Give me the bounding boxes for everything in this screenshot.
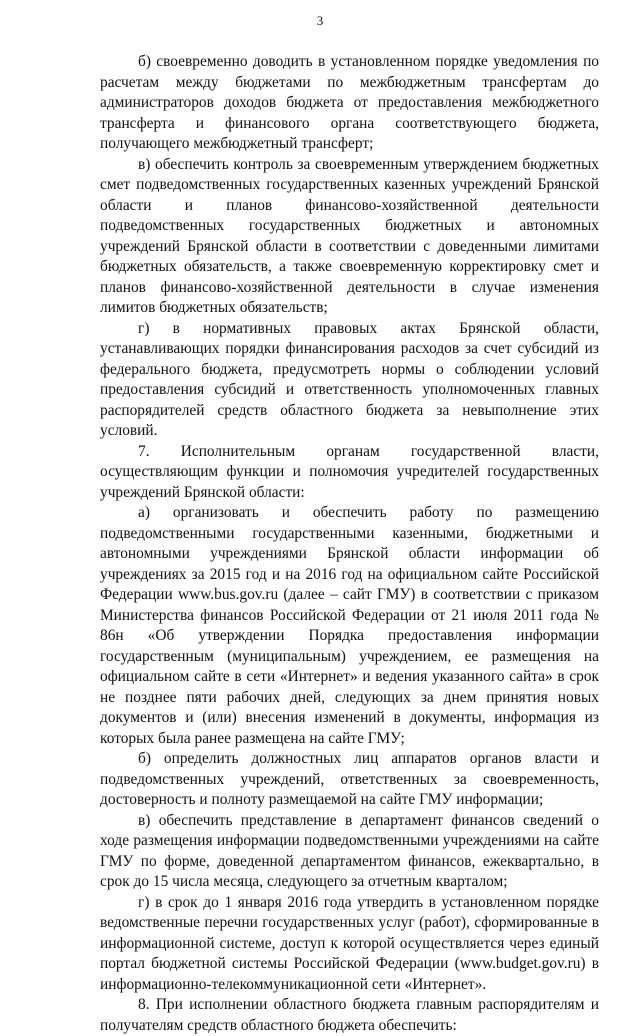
paragraph-6v: в) обеспечить контроль за своевременным утверждением бюджетных смет подведомственных государственных казенных учреждений Брянской области и планов финансово-хозяйственной деятельности подведомственных государственных бюджетных и автономных учреждений Брянской области в соответствии с доведенными лимитами бюджетных обязательств, а также своевременную корректировку смет и планов финансово-хозяйственной деятельности в случае изменения лимитов бюджетных обязательств;	[100, 155, 599, 316]
paragraph-7b: б) определить должностных лиц аппаратов органов власти и подведомственных учреждений, ответственных за своевременность, достоверность и полноту размещаемой на сайте ГМУ информации;	[100, 750, 599, 808]
paragraph-6g: г) в нормативных правовых актах Брянской области, устанавливающих порядки финансирования расходов за счет субсидий из федерального бюджета, предусмотреть нормы о соблюдении условий предоставления субсидий и ответственность уполномоченных главных распорядителей средств областного бюджета за невыполнение этих условий.	[100, 319, 599, 439]
paragraph-8: 8. При исполнении областного бюджета главным распорядителям и получателям средств областного бюджета обеспечить:	[100, 996, 599, 1034]
paragraph-7v: в) обеспечить представление в департамент финансов сведений о ходе размещения информации подведомственными учреждениями на сайте ГМУ по форме, доведенной департаментом финансов, ежеквартально, в срок до 15 числа месяца, следующего за отчетным кварталом;	[100, 811, 599, 890]
paragraph-6b: б) своевременно доводить в установленном порядке уведомления по расчетам между бюджетами по межбюджетным трансфертам до администраторов доходов бюджета от предоставления межбюджетного трансферта и финансового органа соответствующего бюджета, получающего межбюджетный трансферт;	[100, 53, 599, 152]
paragraph-7: 7. Исполнительным органам государственной власти, осуществляющим функции и полномочия учредителей государственных учреждений Брянской области:	[100, 442, 599, 501]
paragraph-7a: а) организовать и обеспечить работу по размещению подведомственными государственными казенными, бюджетными и автономными учреждениями Брянской области информации об учреждениях за 2015 год и на 2016 год на официальном сайте Российской Федерации www.bus.gov.ru (далее – сайт ГМУ) в соответствии с приказом Министерства финансов Российской Федерации от 21 июля 2011 года № 86н «Об утверждении Порядка предоставления информации государственным (муниципальным) учреждением, ее размещения на официальном сайте в сети «Интернет» и ведения указанного сайта» в срок не позднее пяти рабочих дней, следующих за днем принятия новых документов и (или) внесения изменений в документы, информация из которых была ранее размещена на сайте ГМУ;	[100, 504, 599, 747]
paragraph-7g: г) в срок до 1 января 2016 года утвердить в установленном порядке ведомственные перечни государственных услуг (работ), сформированные в информационной системе, доступ к которой осуществляется через единый портал бюджетной системы Российской Федерации (www.budget.gov.ru) в информационно-телекоммуникационной сети «Интернет».	[100, 893, 599, 993]
page-number: 3	[316, 13, 324, 28]
document-body	[100, 52, 599, 1036]
